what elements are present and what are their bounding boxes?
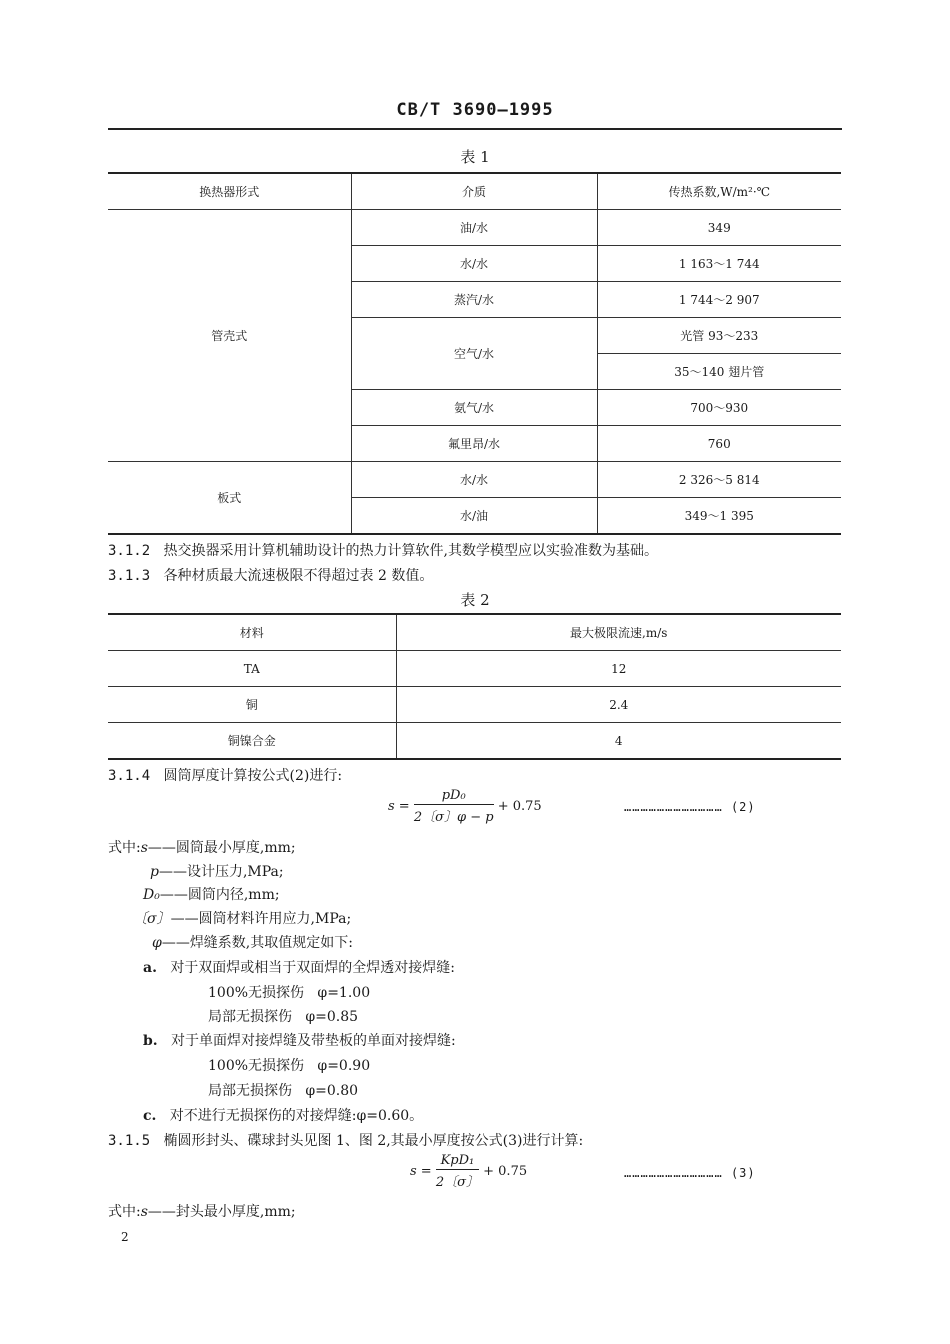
value-cell: 光管 93～233 xyxy=(597,318,841,354)
value-cell: 4 xyxy=(396,723,841,760)
case-label: c. xyxy=(143,1108,157,1124)
table-row xyxy=(108,687,841,723)
var-symbol: s xyxy=(140,840,148,856)
material-cell: 铜 xyxy=(108,687,396,723)
var-line xyxy=(143,884,280,904)
case-line xyxy=(208,1006,358,1026)
formula-3-leader xyxy=(624,1166,756,1180)
case-text: 对于单面焊对接焊缝及带垫板的单面对接焊缝: xyxy=(171,1033,456,1049)
var-symbol: s xyxy=(140,1204,148,1220)
var-desc: ——圆筒内径,mm; xyxy=(159,887,280,903)
table-row xyxy=(108,651,841,687)
var-desc: ——设计压力,MPa; xyxy=(158,864,284,880)
table-row xyxy=(108,210,841,246)
section-3-1-5 xyxy=(108,1130,583,1150)
medium-cell: 水/水 xyxy=(351,462,597,498)
formula-numerator: pD₀ xyxy=(414,788,494,805)
where-intro: 式中: xyxy=(108,840,141,856)
case-value: φ=0.80 xyxy=(305,1083,359,1099)
var-line xyxy=(150,861,284,881)
case-value: φ=1.00 xyxy=(317,985,371,1001)
case-text: 对不进行无损探伤的对接焊缝:φ=0.60。 xyxy=(169,1108,424,1124)
section-number: 3.1.2 xyxy=(108,543,151,559)
table1-caption: 表 1 xyxy=(460,148,490,166)
formula-3 xyxy=(410,1153,527,1190)
section-text: 圆筒厚度计算按公式(2)进行: xyxy=(163,768,343,784)
value-cell: 1 163～1 744 xyxy=(597,246,841,282)
where-line xyxy=(108,1201,296,1221)
table2-caption: 表 2 xyxy=(460,591,490,609)
medium-cell: 油/水 xyxy=(351,210,597,246)
var-line xyxy=(152,932,353,952)
formula-2-leader xyxy=(624,800,756,814)
heat-transfer-table xyxy=(108,172,841,535)
case-label: b. xyxy=(143,1033,158,1049)
standard-code-header: CB/T 3690—1995 xyxy=(396,100,554,120)
section-number: 3.1.3 xyxy=(108,568,151,584)
value-cell: 349～1 395 xyxy=(597,498,841,535)
case-condition: 局部无损探伤 xyxy=(208,1009,292,1025)
column-header: 换热器形式 xyxy=(108,173,351,210)
case-b xyxy=(143,1030,456,1050)
section-text: 椭圆形封头、碟球封头见图 1、图 2,其最小厚度按公式(3)进行计算: xyxy=(163,1133,584,1149)
medium-cell: 水/水 xyxy=(351,246,597,282)
medium-cell: 蒸汽/水 xyxy=(351,282,597,318)
case-c xyxy=(143,1105,423,1125)
formula-fraction xyxy=(436,1153,479,1190)
section-3-1-3 xyxy=(108,565,433,585)
var-desc: ——圆筒最小厚度,mm; xyxy=(147,840,296,856)
var-symbol: p xyxy=(150,864,159,880)
table-row xyxy=(108,723,841,760)
formula-lhs: s = xyxy=(388,799,410,814)
value-cell: 1 744～2 907 xyxy=(597,282,841,318)
flow-velocity-table xyxy=(108,613,841,760)
where-intro: 式中: xyxy=(108,1204,141,1220)
var-symbol: D₀ xyxy=(143,887,160,903)
medium-cell: 水/油 xyxy=(351,498,597,535)
case-a xyxy=(143,957,455,977)
value-cell: 700～930 xyxy=(597,390,841,426)
value-cell: 760 xyxy=(597,426,841,462)
formula-denominator: 2〔σ〕φ − p xyxy=(413,810,494,825)
leader-dots: ……………………………… xyxy=(624,1166,723,1180)
formula-2 xyxy=(388,788,542,825)
var-symbol: φ xyxy=(152,935,162,951)
material-cell: TA xyxy=(108,651,396,687)
value-cell: 2.4 xyxy=(396,687,841,723)
var-symbol: 〔σ〕 xyxy=(133,911,171,927)
case-label: a. xyxy=(143,960,157,976)
column-header: 传热系数,W/m²·℃ xyxy=(597,173,841,210)
var-desc: ——封头最小厚度,mm; xyxy=(147,1204,296,1220)
formula-lhs: s = xyxy=(410,1164,432,1179)
medium-cell: 氟里昂/水 xyxy=(351,426,597,462)
section-3-1-4 xyxy=(108,765,342,785)
page-number: 2 xyxy=(121,1230,129,1244)
section-text: 热交换器采用计算机辅助设计的热力计算软件,其数学模型应以实验准数为基础。 xyxy=(163,543,658,559)
material-cell: 铜镍合金 xyxy=(108,723,396,760)
where-line xyxy=(108,837,296,857)
column-header: 最大极限流速,m/s xyxy=(396,614,841,651)
var-desc: ——圆筒材料许用应力,MPa; xyxy=(170,911,352,927)
section-3-1-2 xyxy=(108,540,658,560)
formula-tail: + 0.75 xyxy=(497,799,542,814)
section-number: 3.1.5 xyxy=(108,1133,151,1149)
section-text: 各种材质最大流速极限不得超过表 2 数值。 xyxy=(163,568,434,584)
case-text: 对于双面焊或相当于双面焊的全焊透对接焊缝: xyxy=(170,960,456,976)
case-condition: 100%无损探伤 xyxy=(208,985,305,1001)
value-cell: 2 326～5 814 xyxy=(597,462,841,498)
case-condition: 局部无损探伤 xyxy=(208,1083,292,1099)
formula-fraction xyxy=(414,788,494,825)
formula-label: (2) xyxy=(730,800,756,814)
column-header: 材料 xyxy=(108,614,396,651)
case-value: φ=0.90 xyxy=(317,1058,371,1074)
header-rule xyxy=(108,128,842,130)
formula-numerator: KpD₁ xyxy=(436,1153,479,1170)
value-cell: 12 xyxy=(396,651,841,687)
table-row xyxy=(108,462,841,498)
medium-cell: 氨气/水 xyxy=(351,390,597,426)
table-header-row xyxy=(108,173,841,210)
value-cell: 35～140 翅片管 xyxy=(597,354,841,390)
case-line xyxy=(208,1080,358,1100)
table-header-row xyxy=(108,614,841,651)
formula-denominator: 2〔σ〕 xyxy=(435,1175,479,1190)
section-number: 3.1.4 xyxy=(108,768,151,784)
column-header: 介质 xyxy=(351,173,597,210)
formula-tail: + 0.75 xyxy=(483,1164,528,1179)
exchanger-type-cell: 管壳式 xyxy=(108,210,351,462)
formula-label: (3) xyxy=(730,1166,756,1180)
value-cell: 349 xyxy=(597,210,841,246)
var-desc: ——焊缝系数,其取值规定如下: xyxy=(161,935,353,951)
leader-dots: ……………………………… xyxy=(624,800,723,814)
case-value: φ=0.85 xyxy=(305,1009,359,1025)
medium-cell: 空气/水 xyxy=(351,318,597,390)
case-line xyxy=(208,982,370,1002)
case-line xyxy=(208,1055,370,1075)
exchanger-type-cell: 板式 xyxy=(108,462,351,535)
var-line xyxy=(133,908,351,928)
case-condition: 100%无损探伤 xyxy=(208,1058,305,1074)
